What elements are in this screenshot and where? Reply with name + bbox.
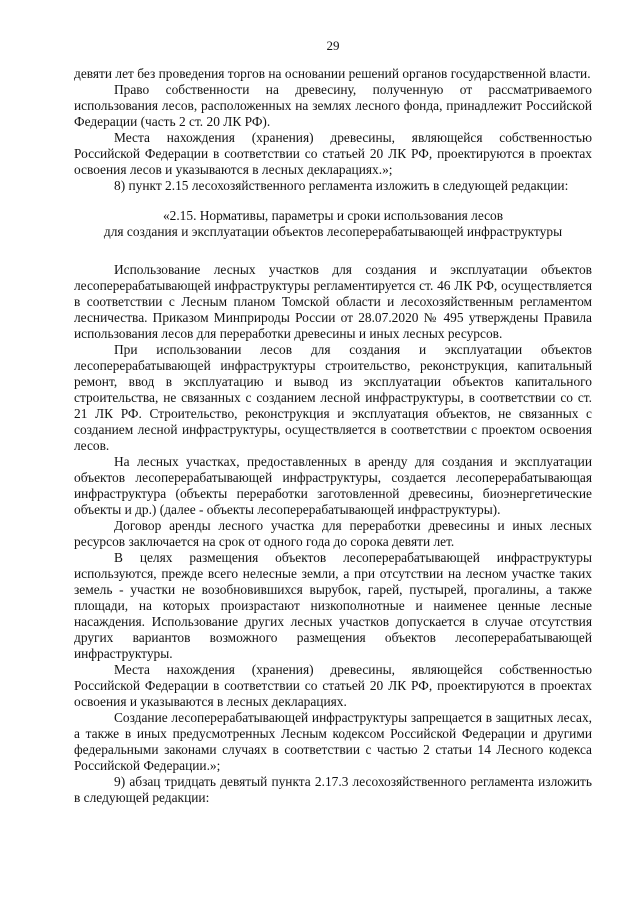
paragraph-regulation: Использование лесных участков для создания и эксплуатации объектов лесоперерабатывающей инфраструктуры регламентируется ст. 46 ЛК РФ, осуществляется в соответствии с Лесным планом Томской области и лесохозяйственным регламентом лесничества. Приказом Минприроды России от 28.07.2020 № 495 утверждены Правила использования лесов для переработки древесины и иных лесных ресурсов. — [74, 262, 592, 341]
paragraph-continuation: девяти лет без проведения торгов на основании решений органов государственной власти. — [74, 66, 591, 81]
paragraph-wood-storage: Места нахождения (хранения) древесины, являющейся собственностью Российской Федерации в соответствии со статьей 20 ЛК РФ, проектируются в проектах освоения лесов и указываются в лесных декларациях.»; — [74, 130, 592, 177]
document-body — [74, 66, 592, 806]
paragraph-item-8: 8) пункт 2.15 лесохозяйственного регламента изложить в следующей редакции: — [114, 178, 569, 193]
page-number: 29 — [326, 38, 340, 53]
paragraph-wood-ownership: Право собственности на древесину, полученную от рассматриваемого использования лесов, расположенных на землях лесного фонда, принадлежит Российской Федерации (часть 2 ст. 20 ЛК РФ). — [74, 82, 592, 129]
paragraph-lease-term: Договор аренды лесного участка для переработки древесины и иных лесных ресурсов заключается на срок от одного года до сорока девяти лет. — [74, 518, 592, 549]
section-heading-line-1: «2.15. Нормативы, параметры и сроки использования лесов — [162, 208, 504, 223]
paragraph-lease-infrastructure: На лесных участках, предоставленных в аренду для создания и эксплуатации объектов лесоперерабатывающей инфраструктуры, создается лесоперерабатывающая инфраструктура (объекты переработки заготовленной древесины, биоэнергетические объекты и др.) (далее - объекты лесоперерабатывающей инфраструктуры). — [74, 454, 592, 517]
section-heading — [74, 208, 592, 240]
paragraph-placement: В целях размещения объектов лесоперерабатывающей инфраструктуры используются, прежде всего нелесные земли, а при отсутствии на лесном участке таких земель - участки не возобновившихся вырубок, гарей, пустырей, прогалины, а также площади, на которых произрастают низкополнотные и наименее ценные лесные насаждения. Использование других лесных участков допускается в случае отсутствия других вариантов возможного размещения объектов лесоперерабатывающей инфраструктуры. — [74, 550, 592, 661]
paragraph-item-9: 9) абзац тридцать девятый пункта 2.17.3 лесохозяйственного регламента изложить в следующей редакции: — [74, 774, 592, 805]
section-heading-line-2: для создания и эксплуатации объектов лесоперерабатывающей инфраструктуры — [103, 224, 563, 239]
paragraph-prohibition: Создание лесоперерабатывающей инфраструктуры запрещается в защитных лесах, а также в иных предусмотренных Лесным кодексом Российской Федерации и другими федеральными законами случаях в соответствии с частью 2 статьи 14 Лесного кодекса Российской Федерации.»; — [74, 710, 592, 773]
paragraph-construction: При использовании лесов для создания и эксплуатации объектов лесоперерабатывающей инфраструктуры строительство, реконструкция, капитальный ремонт, ввод в эксплуатацию и вывод из эксплуатации объектов капитального строительства, не связанных с созданием лесной инфраструктуры, в соответствии со ст. 21 ЛК РФ. Строительство, реконструкция и эксплуатация объектов, не связанных с созданием лесной инфраструктуры, осуществляется в соответствии с проектом освоения лесов. — [74, 342, 592, 453]
paragraph-storage-locations: Места нахождения (хранения) древесины, являющейся собственностью Российской Федерации в соответствии со статьей 20 ЛК РФ, проектируются в проектах освоения и указываются в лесных декларациях. — [74, 662, 592, 709]
